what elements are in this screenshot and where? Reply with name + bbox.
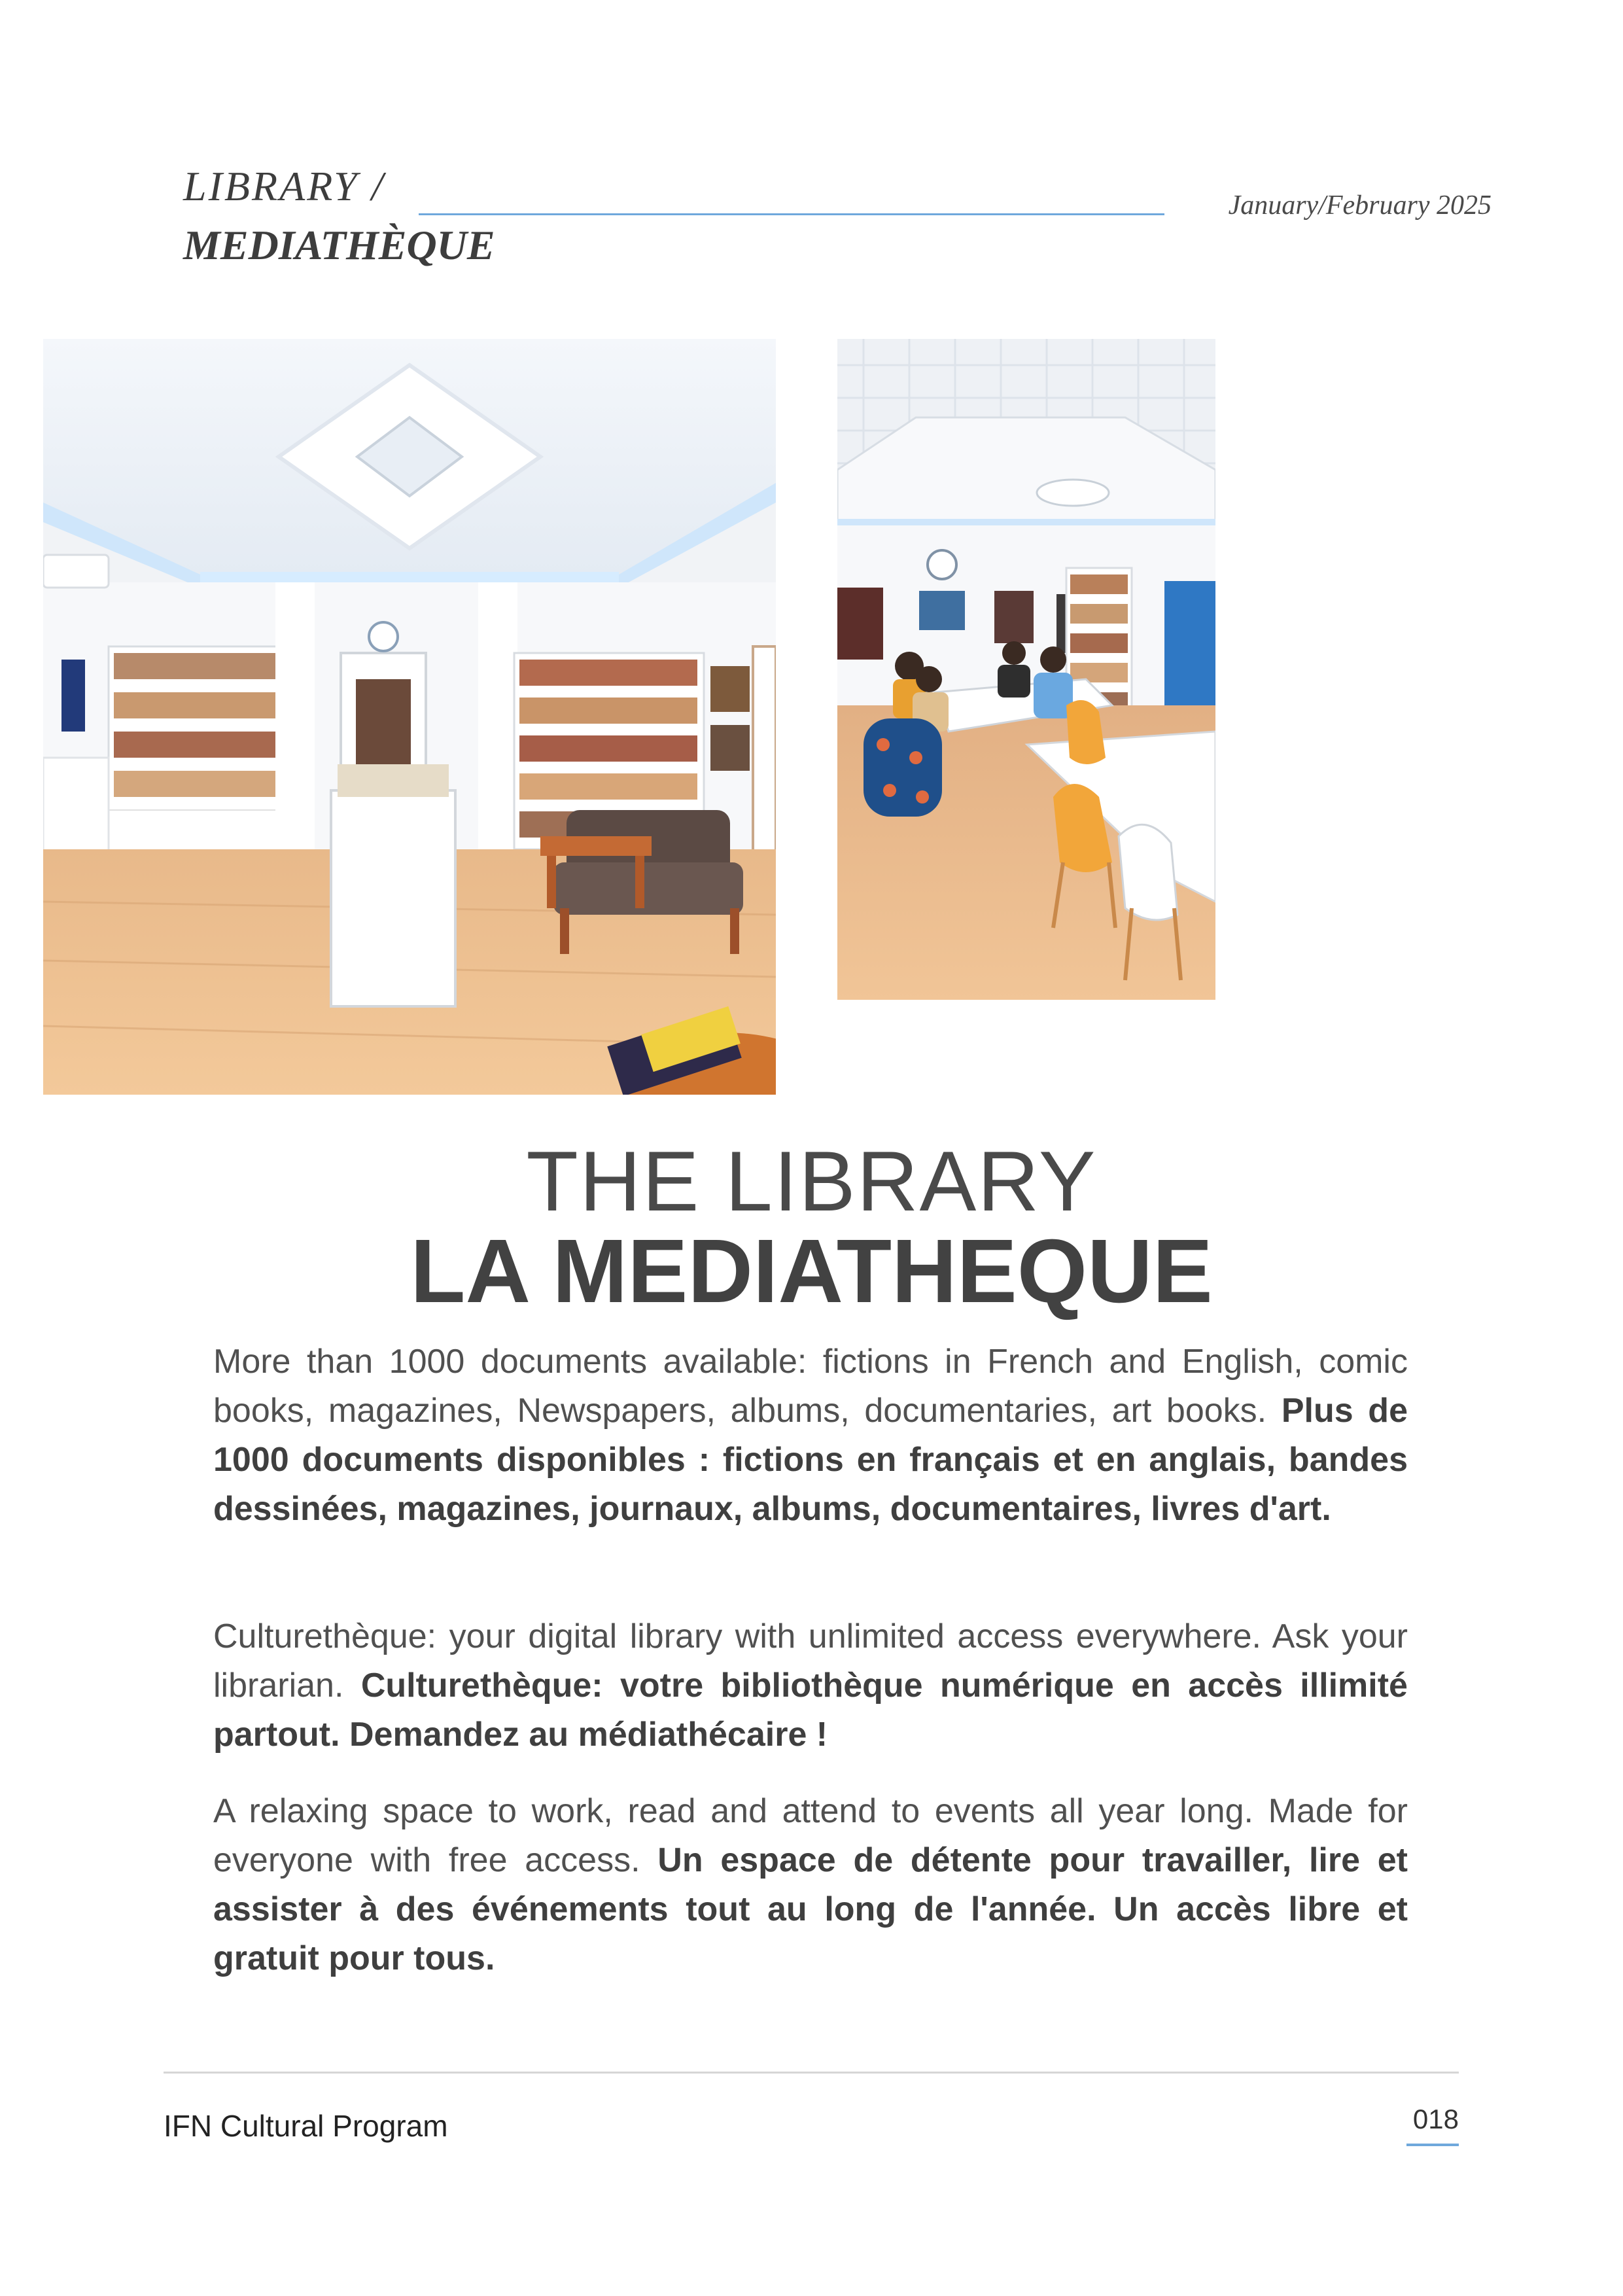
paragraph-documents-french: Plus de 1000 documents disponibles : fictions en français et en anglais, bandes dessinées, magazines, journaux, albums, documentaires, livres d'art. bbox=[213, 1392, 1408, 1528]
paragraph-culturetheque-english: Culturethèque: your digital library with unlimited access everywhere. Ask your librarian. bbox=[213, 1617, 1408, 1704]
section-title-line2: MEDIATHÈQUE bbox=[183, 222, 495, 268]
library-interior-photo bbox=[43, 339, 776, 1095]
footer-program-name: IFN Cultural Program bbox=[164, 2109, 448, 2143]
paragraph-documents-english: More than 1000 documents available: fictions in French and English, comic books, magazines, Newspapers, albums, documentaries, art books. bbox=[213, 1343, 1408, 1430]
paragraph-space bbox=[213, 1787, 1408, 1983]
section-title bbox=[183, 157, 576, 275]
paragraph-culturetheque bbox=[213, 1612, 1408, 1759]
headline-english: THE LIBRARY bbox=[526, 1133, 1097, 1229]
headline-french: LA MEDIATHEQUE bbox=[410, 1221, 1213, 1322]
section-title-line1: LIBRARY / bbox=[183, 163, 385, 209]
issue-date: January/February 2025 bbox=[1228, 190, 1492, 221]
footer-divider bbox=[164, 2072, 1459, 2074]
paragraph-space-french: Un espace de détente pour travailler, lire et assister à des événements tout au long de l'année. Un accès libre et gratuit pour tous. bbox=[213, 1841, 1408, 1977]
page-number-underline bbox=[1406, 2144, 1459, 2146]
paragraph-documents bbox=[213, 1337, 1408, 1534]
paragraph-culturetheque-french: Culturethèque: votre bibliothèque numérique en accès illimité partout. Demandez au médiathécaire ! bbox=[213, 1667, 1408, 1754]
paragraph-space-english: A relaxing space to work, read and attend to events all year long. Made for everyone with free access. bbox=[213, 1792, 1408, 1879]
reading-room-photo bbox=[837, 339, 1215, 1000]
header-divider bbox=[419, 213, 1164, 215]
page-number: 018 bbox=[1412, 2104, 1459, 2134]
